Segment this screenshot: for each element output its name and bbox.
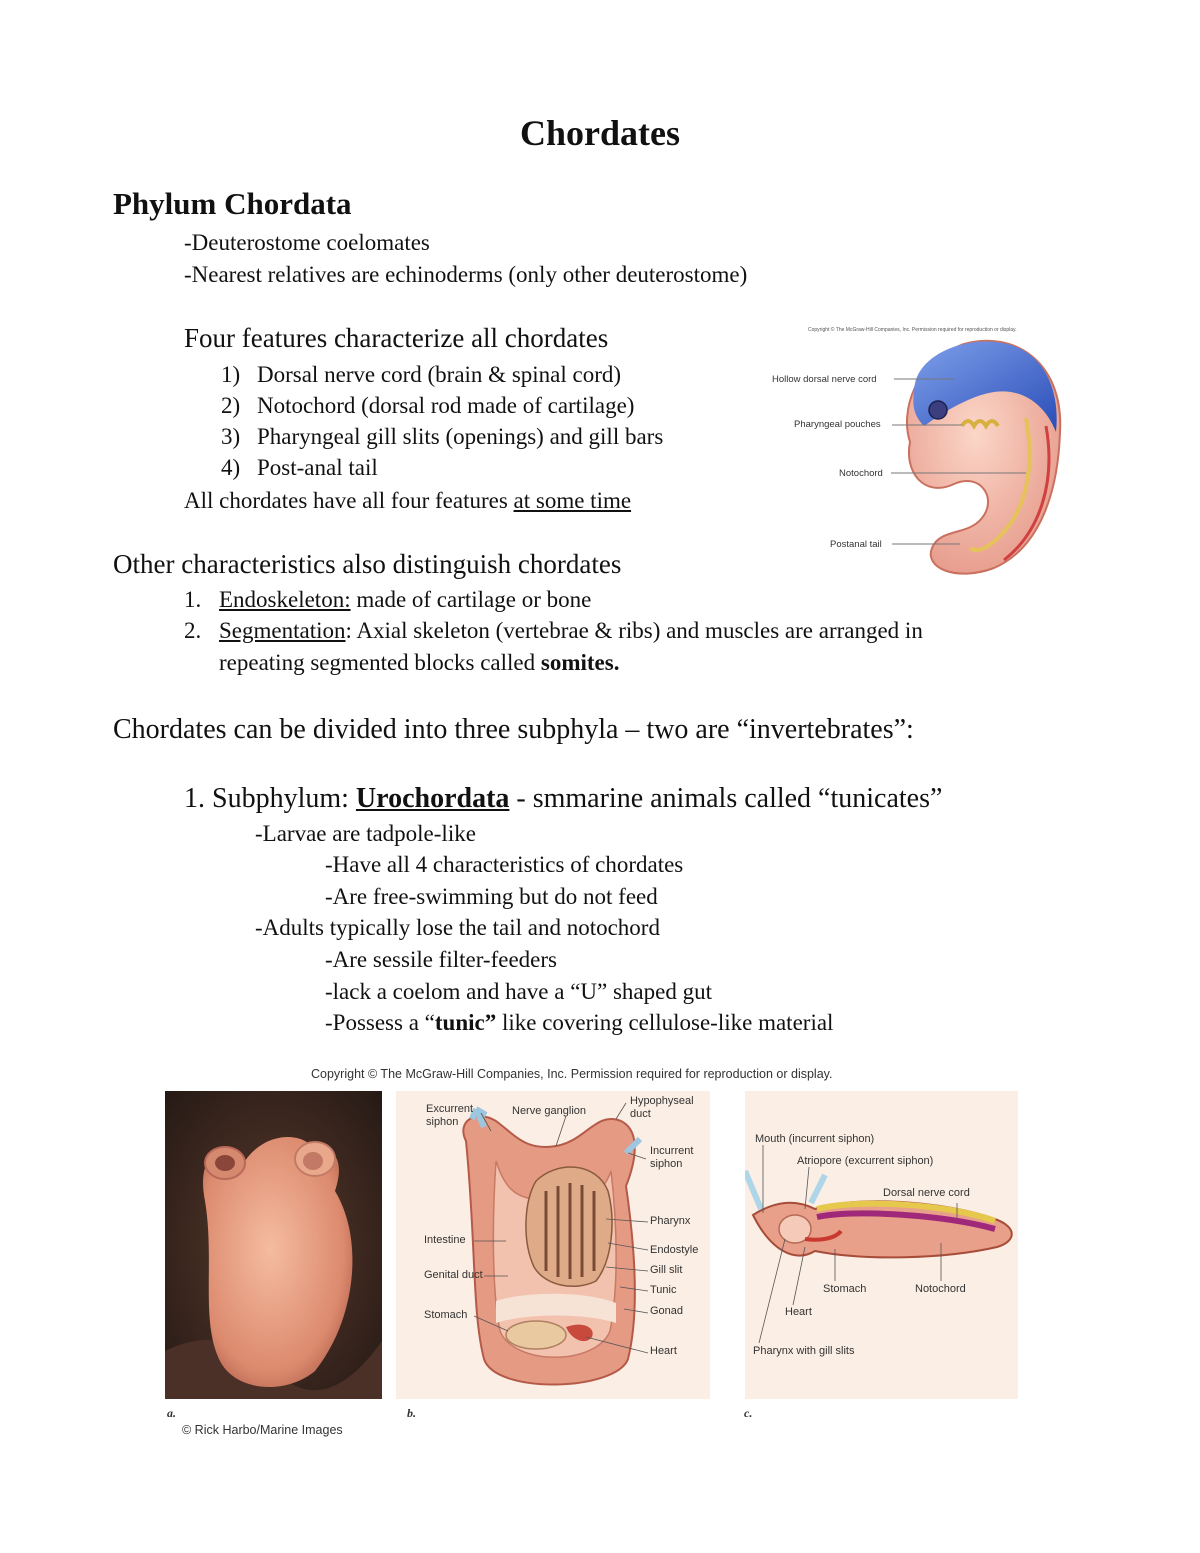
uro-line-1: -Larvae are tadpole-like [255, 821, 476, 846]
photo-credit: © Rick Harbo/Marine Images [182, 1423, 343, 1437]
other-line2-bold: somites. [540, 650, 620, 675]
uro-line-6: -lack a coelom and have a “U” shaped gut [325, 979, 712, 1004]
panel-b-letter: b. [407, 1406, 416, 1420]
other-term-1: Endoskeleton: [219, 587, 351, 612]
b-label-nerve-ganglion: Nerve ganglion [512, 1105, 586, 1117]
embryo-illustration [764, 322, 1064, 582]
uro-line-3: -Are free-swimming but do not feed [325, 884, 658, 909]
uro-line-5: -Are sessile filter-feeders [325, 947, 557, 972]
c-label-atriopore: Atriopore (excurrent siphon) [797, 1155, 934, 1167]
subphylum-1-name: Urochordata [355, 783, 510, 814]
embryo-label-tail: Postanal tail [830, 539, 882, 550]
other-num-2: 2. [184, 618, 202, 643]
c-label-mouth: Mouth (incurrent siphon) [755, 1133, 875, 1145]
b-label-gonad: Gonad [650, 1305, 684, 1317]
larva-diagram [745, 1091, 1018, 1399]
c-label-pharynx-gill-slits: Pharynx with gill slits [753, 1345, 855, 1357]
embryo-label-notochord: Notochord [839, 468, 883, 479]
c-label-notochord: Notochord [915, 1283, 966, 1295]
b-label-hypophyseal: Hypophyseal duct [630, 1095, 694, 1120]
c-label-heart: Heart [785, 1306, 812, 1318]
feature-text-3: Pharyngeal gill slits (openings) and gill bars [257, 424, 664, 449]
features-heading: Four features characterize all chordates [184, 323, 609, 353]
intro-line-2: -Nearest relatives are echinoderms (only other deuterostome) [184, 262, 748, 287]
panel-a-letter: a. [167, 1406, 176, 1420]
adult-tunicate-diagram [396, 1091, 710, 1399]
uro-line-7-bold: tunic” [434, 1010, 497, 1035]
other-item-1 [219, 587, 591, 613]
subphylum-1-suffix: - smmarine animals called “tunicates” [509, 783, 943, 814]
feature-num-3: 3) [221, 424, 241, 449]
b-label-intestine: Intestine [424, 1234, 466, 1246]
embryo-label-nerve-cord: Hollow dorsal nerve cord [772, 374, 877, 385]
uro-line-7-suffix: like covering cellulose-like material [496, 1010, 834, 1035]
embryo-copyright: Copyright © The McGraw-Hill Companies, Inc. Permission required for reproduction or display. [808, 327, 1017, 333]
b-label-genital-duct: Genital duct [424, 1269, 483, 1281]
phylum-heading: Phylum Chordata [113, 186, 352, 221]
tunicate-photo [165, 1091, 382, 1399]
feature-text-4: Post-anal tail [257, 455, 378, 480]
c-label-stomach: Stomach [823, 1283, 867, 1295]
features-summary-text: All chordates have all four features [184, 488, 514, 513]
b-label-stomach: Stomach [424, 1309, 468, 1321]
b-label-endostyle: Endostyle [650, 1244, 699, 1256]
subphylum-1-prefix: 1. Subphylum: [184, 783, 356, 814]
features-summary [184, 488, 631, 514]
tunicate-photo-art [165, 1091, 382, 1399]
b-label-incurrent: Incurrent siphon [650, 1145, 694, 1170]
b-label-tunic: Tunic [650, 1284, 677, 1296]
feature-num-4: 4) [221, 455, 241, 480]
b-label-pharynx: Pharynx [650, 1215, 691, 1227]
uro-line-4: -Adults typically lose the tail and notochord [255, 915, 660, 940]
tunicate-copyright: Copyright © The McGraw-Hill Companies, Inc. Permission required for reproduction or display. [311, 1067, 833, 1081]
feature-num-2: 2) [221, 393, 241, 418]
subphyla-heading: Chordates can be divided into three subphyla – two are “invertebrates”: [113, 714, 914, 745]
other-text-1: made of cartilage or bone [350, 587, 592, 612]
other-line2-text: repeating segmented blocks called [219, 650, 541, 675]
other-heading: Other characteristics also distinguish chordates [113, 549, 622, 579]
other-item-2-line2 [219, 650, 619, 676]
other-term-2: Segmentation [219, 618, 346, 643]
b-label-heart: Heart [650, 1345, 677, 1357]
panel-c-letter: c. [744, 1406, 753, 1420]
uro-line-7-prefix: -Possess a “ [325, 1010, 435, 1035]
feature-text-2: Notochord (dorsal rod made of cartilage) [257, 393, 635, 418]
other-text-2: : Axial skeleton (vertebrae & ribs) and muscles are arranged in [345, 618, 923, 643]
uro-line-7 [325, 1010, 833, 1036]
b-label-gill-slit: Gill slit [650, 1264, 683, 1276]
c-label-dorsal-nerve-cord: Dorsal nerve cord [883, 1187, 970, 1199]
embryo-label-pharyngeal: Pharyngeal pouches [794, 419, 881, 430]
feature-text-1: Dorsal nerve cord (brain & spinal cord) [257, 362, 622, 387]
other-item-2 [219, 618, 923, 644]
subphylum-1 [184, 783, 942, 815]
b-label-excurrent: Excurrent siphon [426, 1103, 474, 1128]
page-title: Chordates [520, 113, 680, 153]
uro-line-2: -Have all 4 characteristics of chordates [325, 852, 684, 877]
other-num-1: 1. [184, 587, 202, 612]
intro-line-1: -Deuterostome coelomates [184, 230, 430, 255]
embryo-figure [764, 322, 1064, 582]
feature-num-1: 1) [221, 362, 241, 387]
features-summary-underlined: at some time [513, 488, 632, 513]
